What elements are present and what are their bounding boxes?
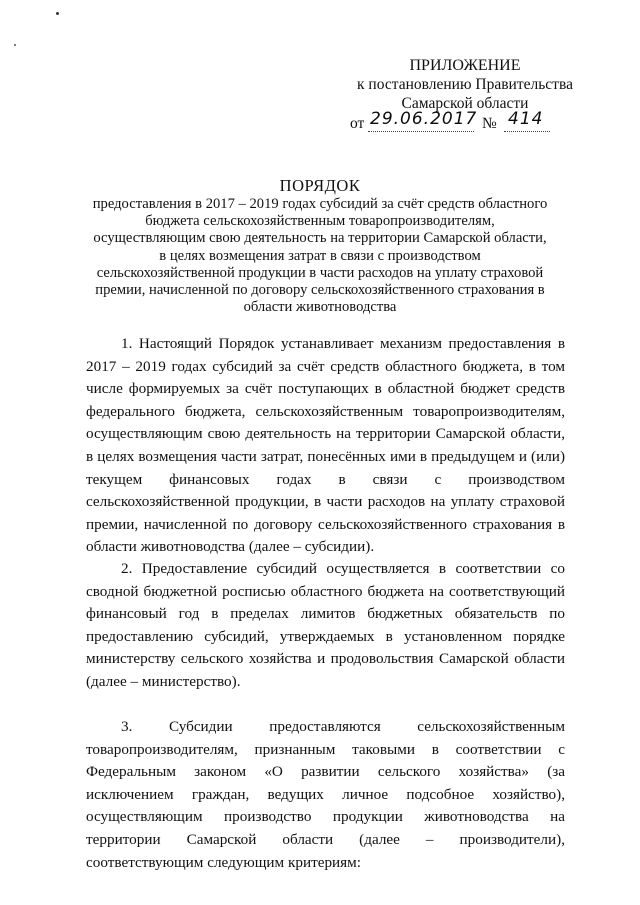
date-underline — [368, 131, 474, 132]
paragraph-text: 3. Субсидии предоставляются сельскохозяйственным товаропроизводителям, признанным таковыми в соответствии с Федеральным законом «О развитии сельского хозяйства» (за исключением граждан, ведущих личное подсобное хозяйство), осуществляющим производство продукции животноводства на территории Самарской области (далее – производители), соответствующим следующим критериям: — [86, 718, 565, 871]
number-underline — [504, 131, 550, 132]
document-subtitle: предоставления в 2017 – 2019 годах субсидий за счёт средств областного бюджета сельскохозяйственным товаропроизводителям, осуществляющим свою деятельность на территории Самарской области, в целях возмещения затрат в связи с производством сельскохозяйственной продукции в части расходов на уплату страховой премии, начисленной по договору сельскохозяйственного страхования в области животноводства — [92, 196, 548, 316]
date-prefix: от — [350, 115, 365, 132]
appendix-line-region: Самарской области — [401, 95, 529, 112]
scan-speck — [56, 12, 59, 15]
paragraph-1 — [86, 333, 565, 559]
appendix-date-row — [330, 109, 600, 136]
appendix-line-resolution: к постановлению Правительства — [357, 76, 573, 93]
handwritten-date: 29.06.2017 — [370, 109, 478, 129]
handwritten-number: 414 — [508, 109, 544, 129]
appendix-title: ПРИЛОЖЕНИЕ — [409, 57, 521, 74]
paragraph-text: 2. Предоставление субсидий осуществляется в соответствии со сводной бюджетной росписью областного бюджета на соответствующий финансовый год в пределах лимитов бюджетных обязательств по предоставлению субсидий, утверждаемых в установленном порядке министерству сельского хозяйства и продовольствия Самарской области (далее – министерство). — [86, 560, 565, 690]
paragraph-2 — [86, 558, 565, 694]
document-title: ПОРЯДОК — [279, 176, 361, 195]
paragraph-text: 1. Настоящий Порядок устанавливает механизм предоставления в 2017 – 2019 годах субсидий за счёт средств областного бюджета, в том числе формируемых за счёт поступающих в областной бюджет средств федерального бюджета, сельскохозяйственным товаропроизводителям, осуществляющим свою деятельность на территории Самарской области, в целях возмещения части затрат, понесённых ими в предыдущем и (или) текущем финансовых годах в связи с производством сельскохозяйственной продукции, в части расходов на уплату страховой премии, начисленной по договору сельскохозяйственного страхования в области животноводства (далее – субсидии). — [86, 335, 565, 556]
appendix-header — [330, 56, 600, 136]
number-sign: № — [482, 115, 497, 132]
paragraph-3 — [86, 716, 565, 874]
scan-speck — [14, 44, 16, 46]
